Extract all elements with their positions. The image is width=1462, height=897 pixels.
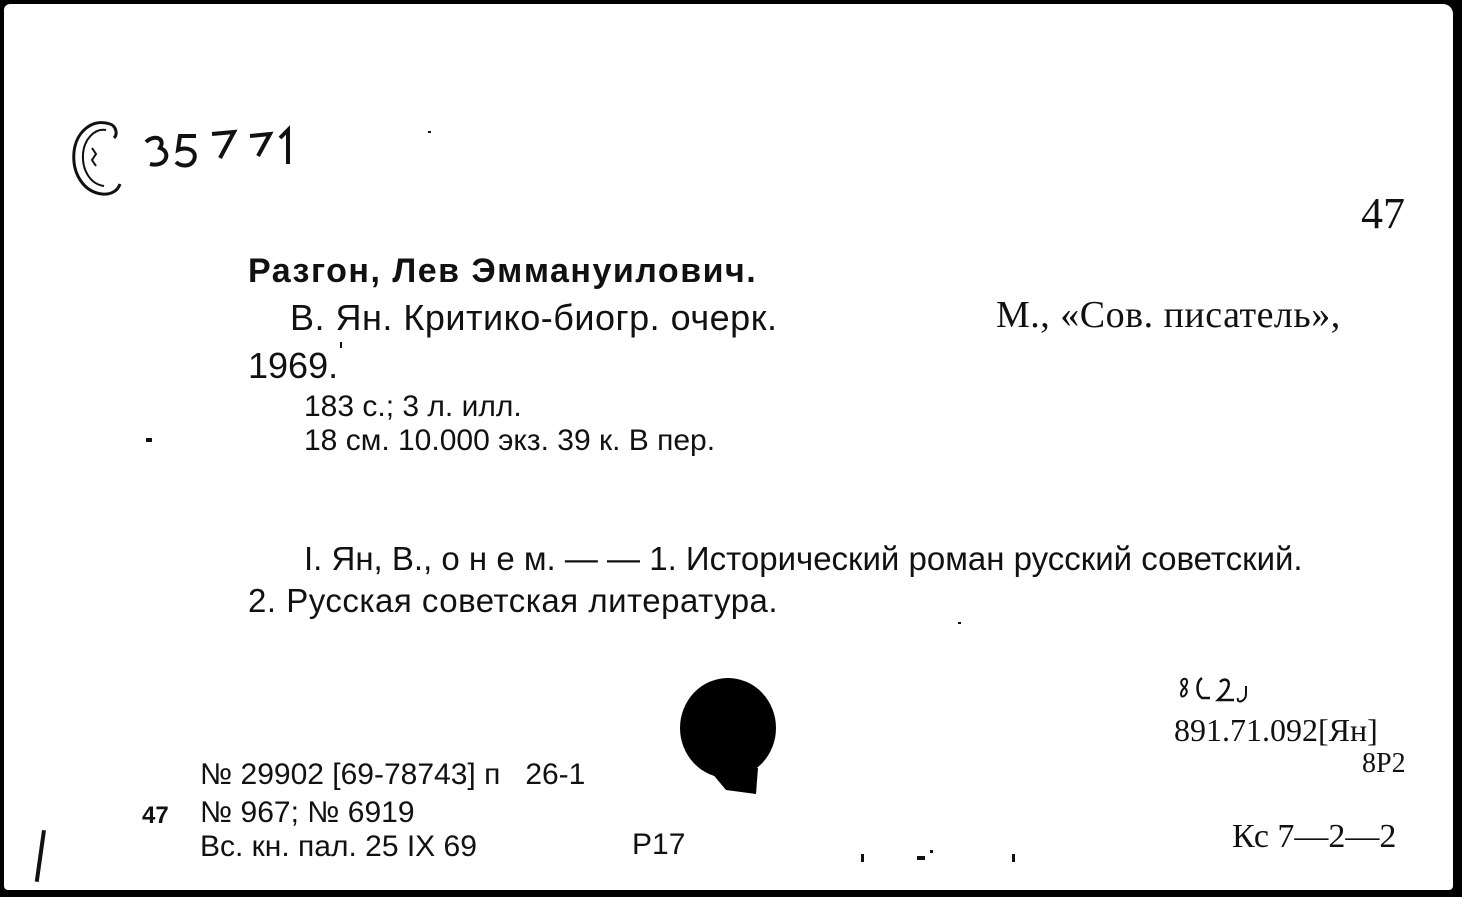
card-number: 47 [1361,189,1405,238]
chronicle-entry: Вс. кн. пал. 25 IX 69 [200,830,477,863]
size-price-binding: 18 см. 10.000 экз. 39 к. В пер. [304,424,716,457]
book-title: В. Ян. Критико-биогр. очерк. [290,297,778,338]
publication-year: 1969. [248,345,339,386]
class-code: 8Р2 [1362,748,1406,779]
dust-speck [930,850,933,853]
dust-speck [428,131,431,133]
publisher: М., «Сов. писатель», [996,294,1341,336]
dust-speck [146,438,152,442]
pagination: 183 с.; 3 л. илл. [304,390,522,423]
record-number: № 29902 [69-78743] п 26-1 [200,758,586,791]
punched-hole [676,676,781,796]
dust-speck [958,622,961,624]
call-number-stamp [62,112,302,202]
pen-stroke [35,830,46,882]
classification-index: 891.71.092[Ян] [1174,712,1378,748]
dust-speck [1012,854,1015,862]
subject-headings-line-1: I. Ян, В., о н е м. — — 1. Исторический роман русский советский. [304,540,1303,577]
dust-speck [861,854,864,862]
dust-speck [340,342,342,348]
call-number-handwriting [62,112,302,202]
register-numbers: № 967; № 6919 [200,796,415,829]
catalog-card [4,4,1453,890]
print-code: Р17 [632,828,686,861]
handwritten-shelf-mark [1176,672,1276,708]
subject-headings-line-2: 2. Русская советская литература. [248,582,779,619]
punched-hole-shape [676,676,781,796]
author-heading: Разгон, Лев Эммануилович. [248,252,758,290]
handwritten-shelf-mark-drawing [1176,672,1276,708]
kc-code: Кс 7—2—2 [1232,818,1397,855]
dust-speck [917,856,925,860]
record-prefix: 47 [142,802,169,829]
